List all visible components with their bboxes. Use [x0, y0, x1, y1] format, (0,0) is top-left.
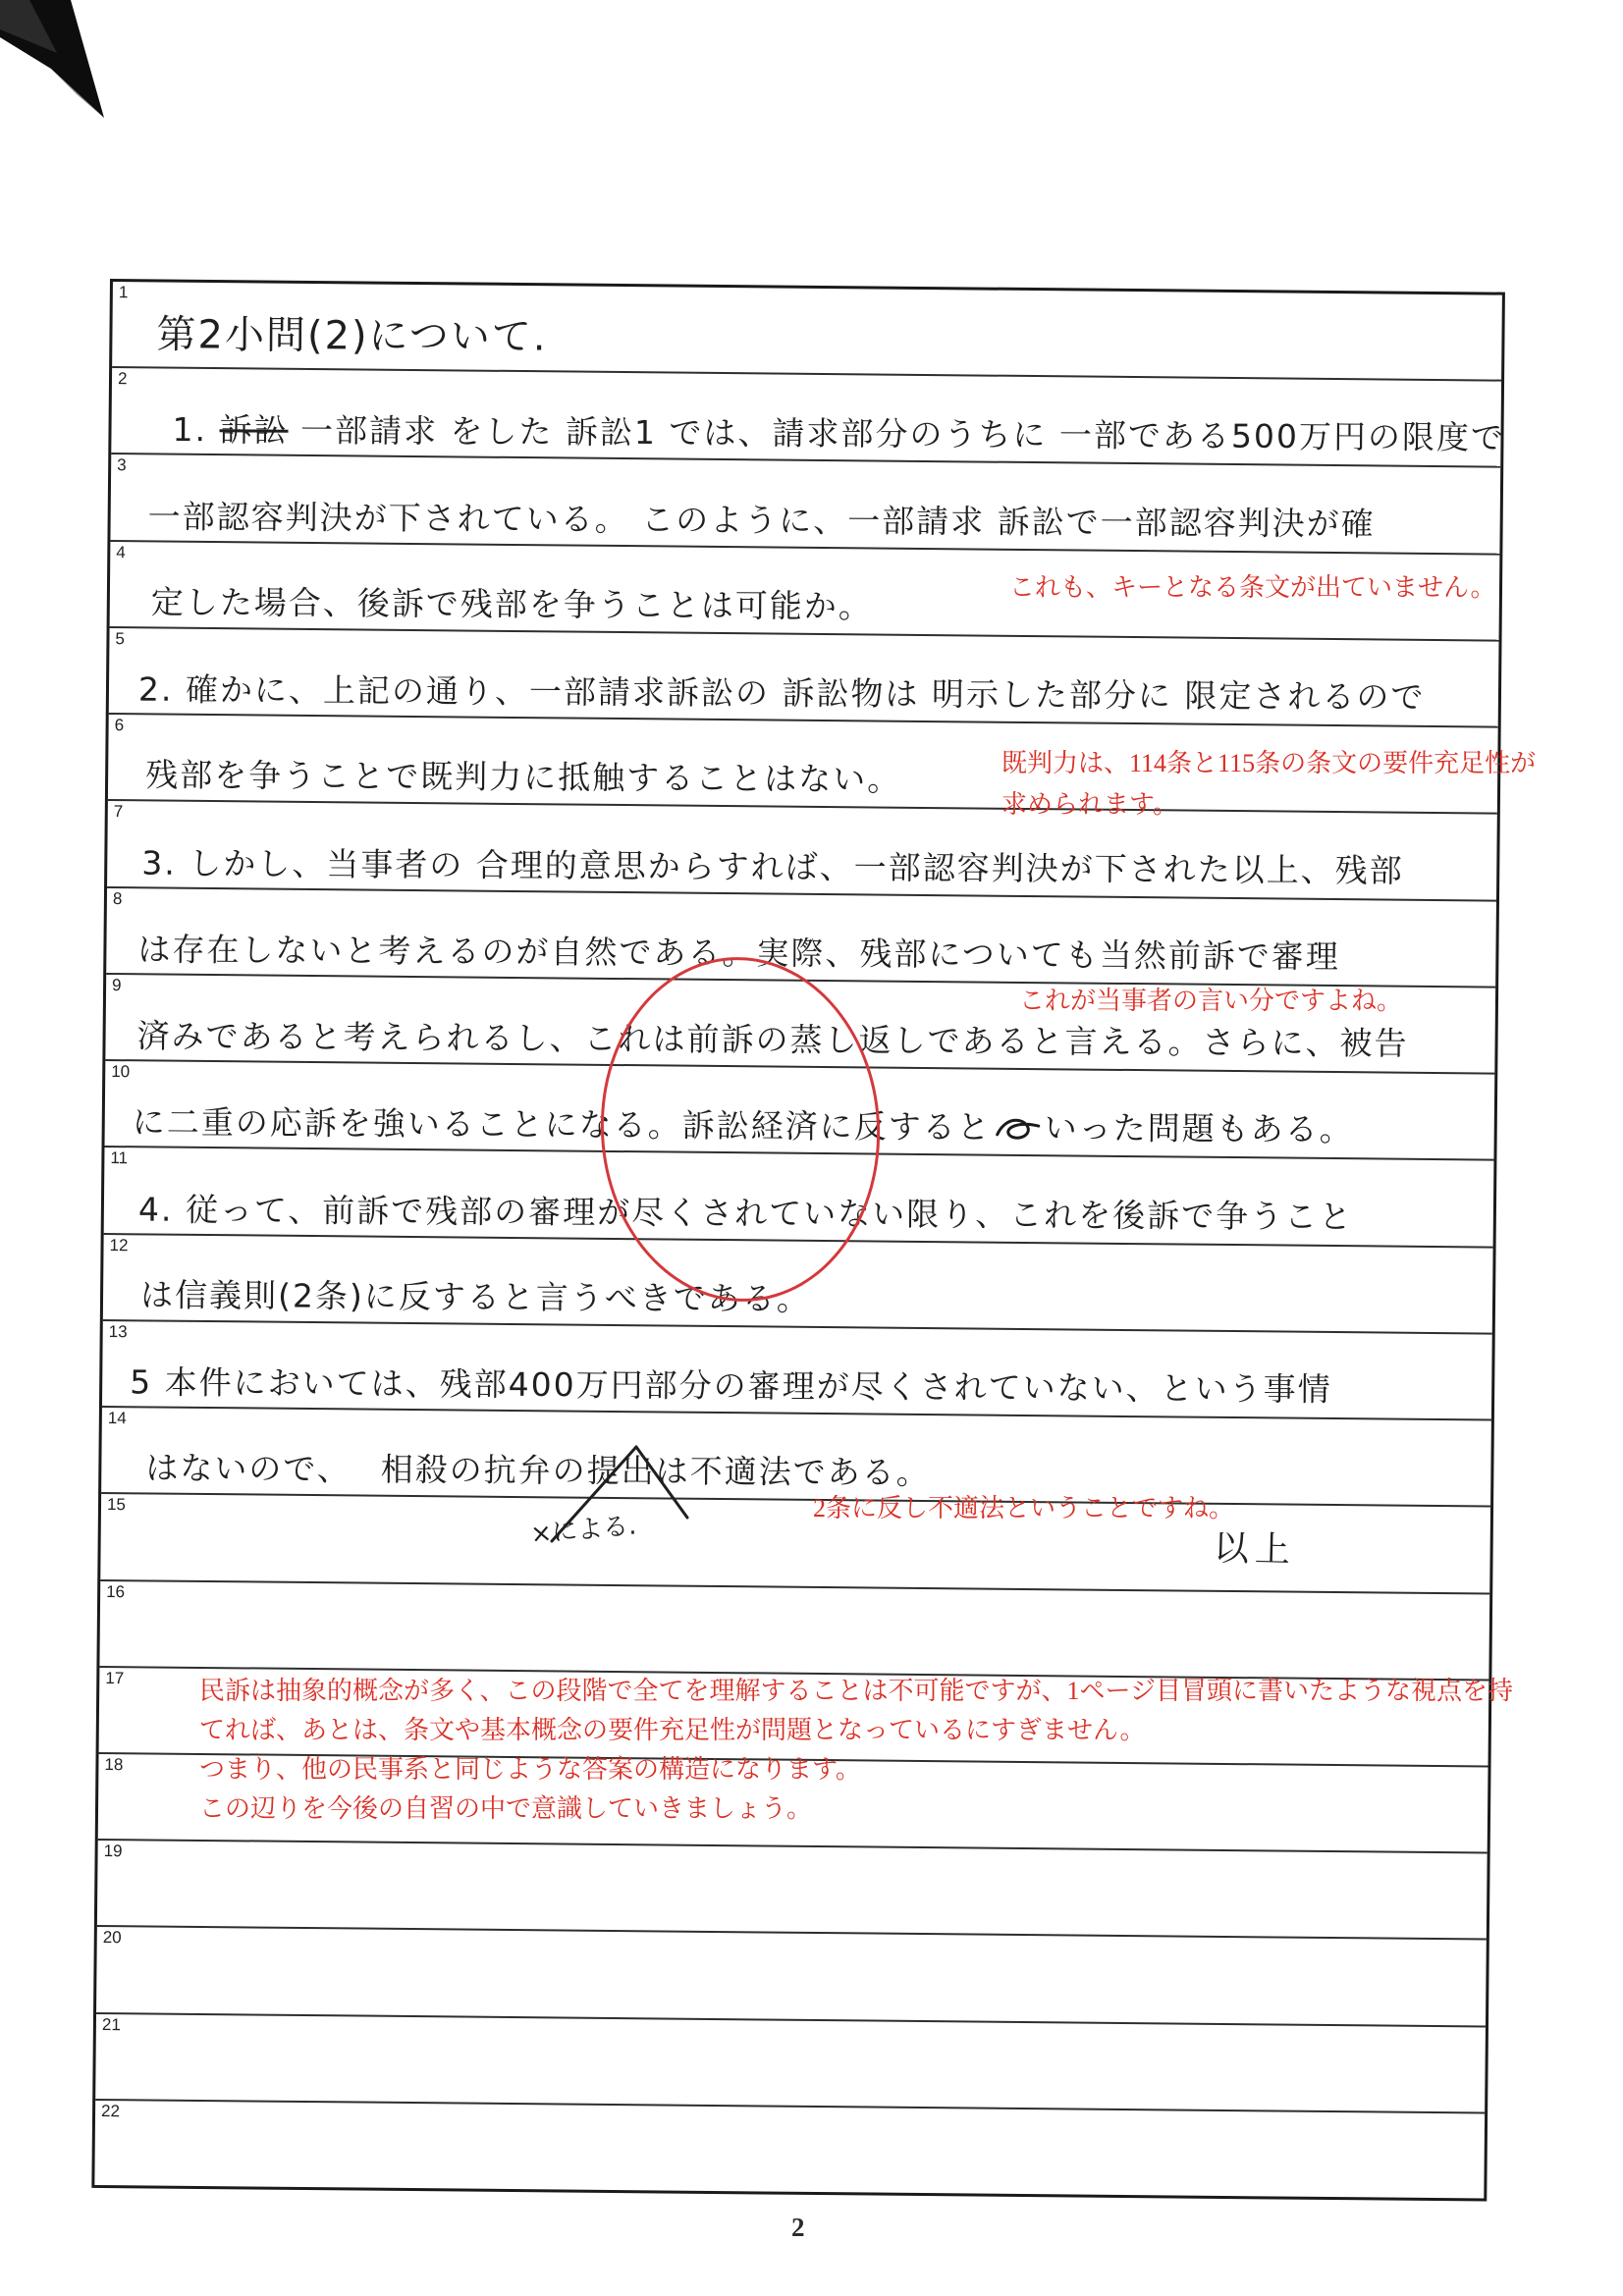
annotation-party-claim: これが当事者の言い分ですよね。: [1019, 987, 1403, 1015]
annotation-summary-line: 民訴は抽象的概念が多く、この段階で全てを理解することは不可能ですが、1ページ目冒頭に書いたような視点を持: [199, 1677, 1513, 1705]
page-number: 2: [791, 2213, 805, 2242]
answer-row: [96, 1927, 1487, 2027]
answer-row: [97, 1841, 1488, 1941]
handwritten-line: 5 本件においては、残部400万円部分の審理が尽くされていない、という事情: [130, 1362, 1332, 1409]
line-text: 相殺の抗弁の提出は不適法である。: [380, 1450, 931, 1492]
answer-row: [111, 368, 1506, 468]
annotation-missing-article: これも、キーとなる条文が出ていません。: [1009, 573, 1496, 602]
answer-row: [99, 1580, 1489, 1681]
row-number: 2: [117, 369, 128, 389]
row-number: 18: [104, 1755, 124, 1775]
answer-row: [102, 1321, 1492, 1421]
row-number: 6: [114, 716, 125, 735]
answer-row: [106, 888, 1496, 988]
row-number: 8: [112, 888, 123, 908]
answer-row: [112, 282, 1502, 382]
annotation-summary-line: この辺りを今後の自習の中で意識していきましょう。: [199, 1794, 813, 1823]
annotation-res-judicata: [1001, 743, 1536, 826]
row-number: 20: [102, 1928, 122, 1948]
handwritten-insertion-note: ×による.: [529, 1511, 638, 1550]
handwritten-heading: 第2小問(2)について.: [156, 312, 548, 360]
row-number: 5: [115, 629, 126, 649]
row-number: 21: [101, 2014, 121, 2034]
annotation-summary: [199, 1672, 1513, 1829]
annotation-summary-line: てれば、あとは、条文や基本概念の要件充足性が問題となっているにすぎません。: [199, 1716, 1146, 1744]
row-number: 3: [117, 455, 127, 475]
annotation-summary-line: つまり、他の民事系と同じような答案の構造になります。: [199, 1755, 861, 1784]
handwritten-line: 2. 確かに、上記の通り、一部請求訴訟の 訴訟物は 明示した部分に 限定されるので: [137, 669, 1426, 717]
handwritten-line: 定した場合、後訴で残部を争うことは可能か。: [150, 582, 873, 626]
handwritten-line: 一部認容判決が下されている。 このように、一部請求 訴訟で一部認容判決が確: [147, 497, 1376, 543]
line-text: 一部請求 をした 訴訟1 では、請求部分のうちに 一部である500万円の限度で: [288, 411, 1506, 457]
handwritten-line: は信義則(2条)に反すると言うべきである。: [139, 1275, 811, 1318]
row-number: 19: [103, 1842, 123, 1861]
row-number: 22: [100, 2101, 121, 2121]
handwritten-line: 残部を争うことで既判力に抵触することはない。: [145, 756, 902, 799]
annotation-line: 求められます。: [1001, 790, 1178, 819]
row-number: 14: [107, 1409, 127, 1428]
row-number: 15: [106, 1495, 127, 1515]
annotation-line: 既判力は、114条と115条の条文の要件充足性が: [1001, 749, 1537, 777]
line-text: いった問題もある。: [1044, 1108, 1354, 1149]
answer-row: [101, 1408, 1491, 1508]
line-text: はないので、: [145, 1449, 352, 1489]
annotation-article2-illegal: 2条に反し不適法ということですね。: [813, 1494, 1235, 1522]
row-number: 13: [108, 1321, 128, 1342]
row-number: 9: [112, 975, 122, 995]
struck-word: 訴訟: [219, 410, 289, 451]
handwritten-line: 済みであると考えられるし、これは前訴の蒸し返しであると言える。さらに、被告: [136, 1016, 1409, 1063]
row-number: 17: [105, 1668, 125, 1687]
row-number: 4: [116, 542, 126, 561]
answer-row: [94, 2101, 1485, 2199]
answer-row: [95, 2014, 1486, 2114]
handwritten-closing: 以上: [1213, 1527, 1297, 1572]
handwritten-line: は存在しないと考えるのが自然である。実際、残部についても当然前訴で審理: [137, 930, 1340, 976]
row-number: 16: [106, 1581, 126, 1601]
row-number: 1: [118, 283, 129, 302]
handwritten-line: 4. 従って、前訴で残部の審理が尽くされていない限り、これを後訴で争うこと: [137, 1190, 1354, 1236]
answer-row: [109, 628, 1499, 728]
pen-scan-artifact-icon: [0, 0, 128, 137]
row-number: 12: [109, 1235, 129, 1255]
handwritten-line: 3. しかし、当事者の 合理的意思からすれば、一部認容判決が下された以上、残部: [141, 843, 1404, 890]
row-number: 7: [113, 802, 124, 822]
pen-scribble-icon: [996, 1115, 1041, 1143]
row-number: 11: [110, 1148, 129, 1168]
line-text: に二重の応訴を強いることになる。訴訟経済に反すると: [132, 1102, 992, 1148]
handwritten-line: [172, 404, 1505, 458]
row-number: 10: [111, 1062, 131, 1082]
answer-row: [110, 454, 1500, 555]
line-prefix: 1.: [172, 410, 220, 450]
